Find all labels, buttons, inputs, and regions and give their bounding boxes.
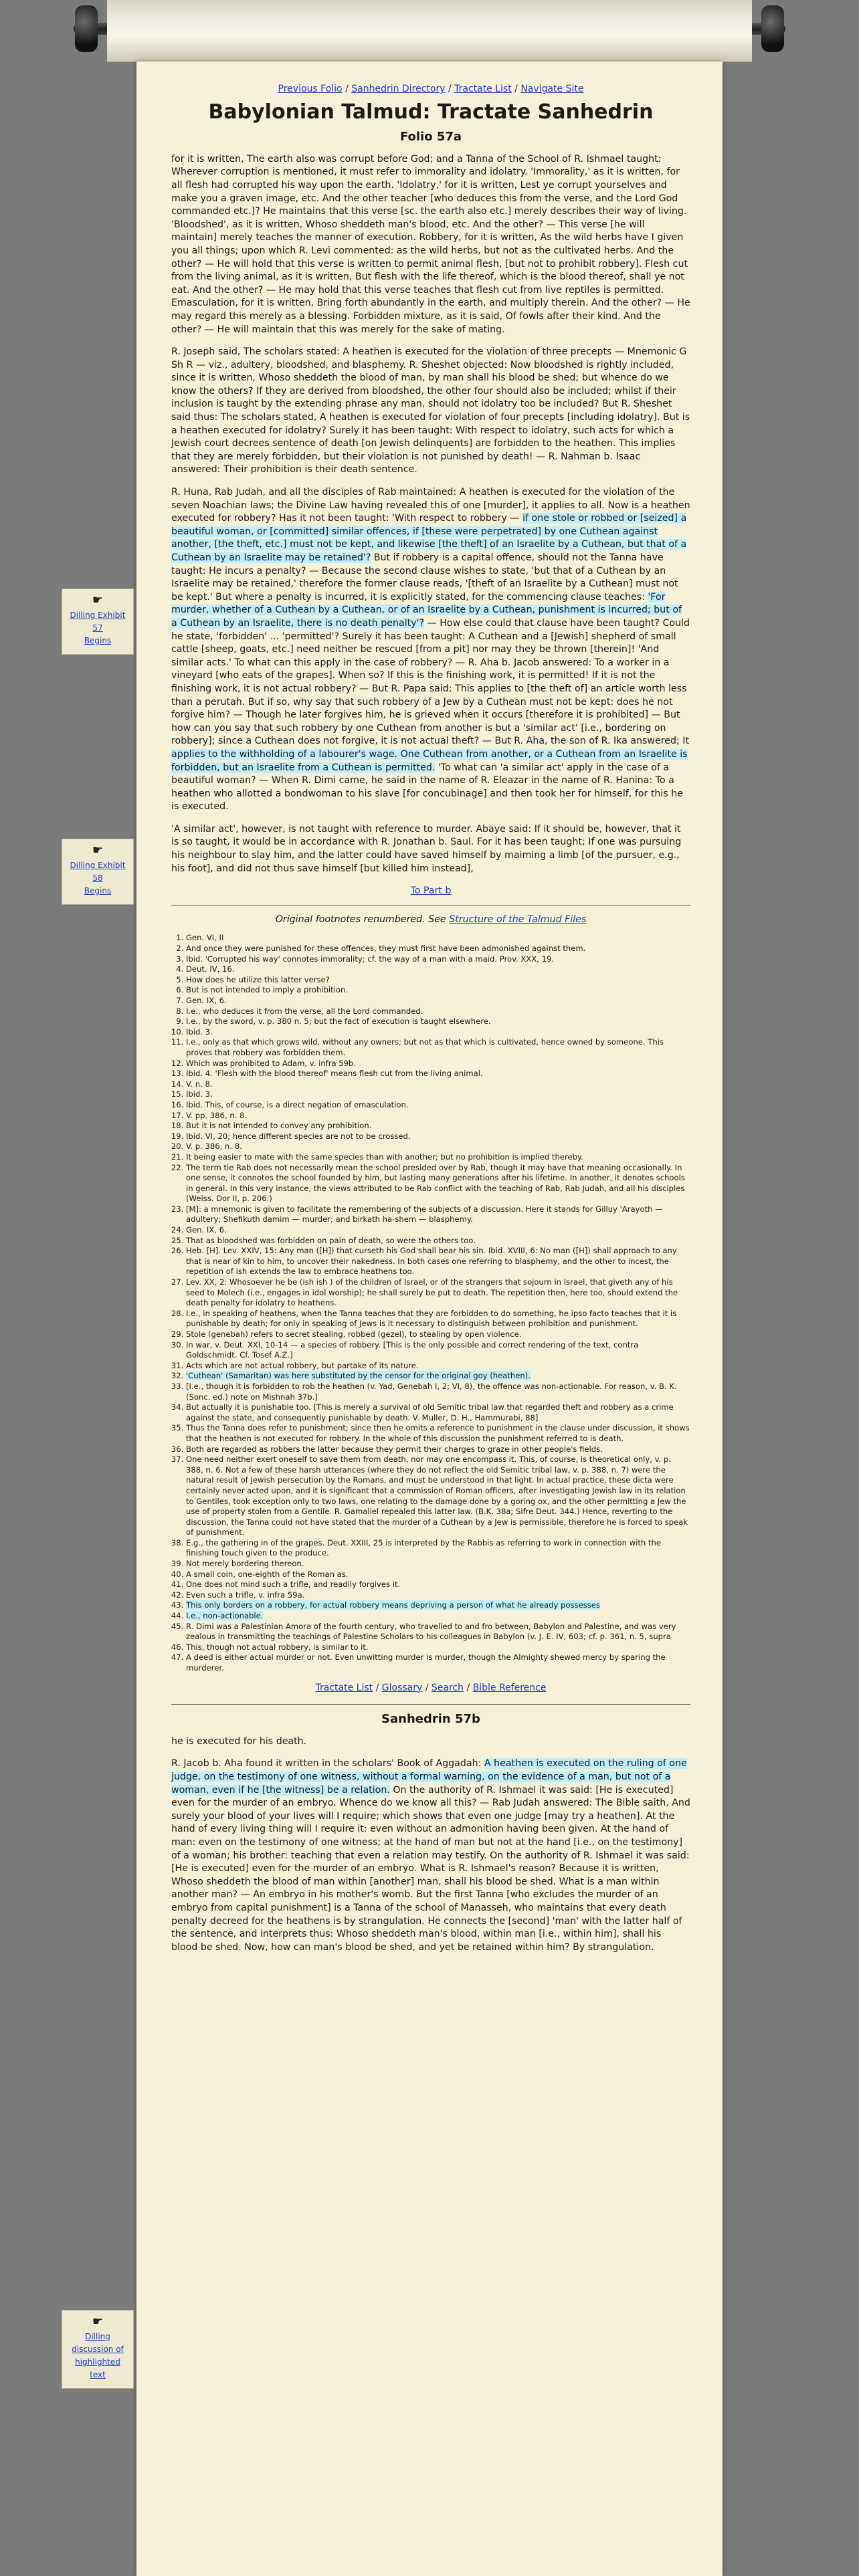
- main-content: [171, 79, 690, 1963]
- scroll-top-banner: [107, 0, 752, 62]
- footnote-item: 23. [M]: a mnemonic is given to facilitate the remembering of the subjects of a discussion. Here it stands for Gilluy 'Arayoth — adultery; Shefikuth damim — murder; and birkath ha-shem — blasphemy.: [186, 1204, 690, 1225]
- footnote-item: 37. One need neither exert oneself to save them from death, nor may one encompass it. This, of course, is theoretical only, v. p. 388, n. 6. Not a few of these harsh utterances (where they do not reflect the old Semitic tribal law, v. p. 388, n. 7) were the natural result of Jewish persecution by the Romans, and must be understood in that light. In actual practice, these dicta were certainly never acted upon, and it is significant that a commission of Roman officers, after investigating Jewish law in its relation to Gentiles, took exception only to two laws, one relating to the damage done by a goring ox, and the other permitting a Jew the use of property stolen from a Gentile. R. Gamaliel repealed this latter law. (B.K. 38a; Sifre Deut. 344.) Hence, reverting to the discussion, the Tanna could not have stated that the murder of a Cuthean by a Jew is permissible, therefore he is forced to speak of punishment.: [186, 1455, 690, 1538]
- footnote-item: 18. But it is not intended to convey any prohibition.: [186, 1121, 690, 1132]
- footnote-item: 27. Lev. XX, 2: Whosoever he be (ish ish ) of the children of Israel, or of the strangers that sojourn in Israel, that giveth any of his seed to Molech (i.e., engages in idol worship); he shall surely be put to death. The repetition then, here too, should extend the death penalty for idolatry to heathens.: [186, 1277, 690, 1309]
- tractate-list-link[interactable]: Tractate List: [315, 1682, 373, 1693]
- footnote-item: 12. Which was prohibited to Adam, v. infra 59b.: [186, 1059, 690, 1069]
- footnote-item: 24. Gen. IX, 6.: [186, 1225, 690, 1236]
- tractate-list-link[interactable]: Tractate List: [454, 84, 512, 94]
- footnote-item: 20. V. p. 386, n. 8.: [186, 1142, 690, 1152]
- footnote-item: 46. This, though not actual robbery, is similar to it.: [186, 1642, 690, 1653]
- footnote-item: 47. A deed is either actual murder or not. Even unwitting murder is murder, though the Almighty shewed mercy by sparing the murderer.: [186, 1652, 690, 1673]
- bible-reference-link[interactable]: Bible Reference: [472, 1682, 547, 1693]
- highlighted-text: applies to the withholding of a labourer's wage. One Cuthean from another, or a Cuthean from an Israelite is forbidden, but an Israelite from a Cuthean is permitted.: [171, 748, 688, 773]
- footnote-item: 25. That as bloodshed was forbidden on pain of death, so were the others too.: [186, 1236, 690, 1247]
- structure-link[interactable]: Structure of the Talmud Files: [449, 914, 587, 925]
- footnote-item: 2. And once they were punished for these offences, they must first have been admonished against them.: [186, 944, 690, 954]
- footnote-item: 4. Deut. IV, 16.: [186, 964, 690, 975]
- footnote-item: 14. V. n. 8.: [186, 1079, 690, 1090]
- text-paragraph: for it is written, The earth also was corrupt before God; and a Tanna of the School of R. Ishmael taught: Wherever corruption is mentioned, it must refer to immorality and idolatry. 'Immorality,' as it is written, for all flesh had corrupted his way upon the earth. 'Idolatry,' for it is written, Lest ye corrupt yourselves and make you a graven image, etc. And the other teacher [who deduces this from the verse, and the Lord God commanded etc.]? He maintains that this verse [sc. the earth also etc.] merely describes their way of living. 'Bloodshed', as it is written, Whoso sheddeth man's blood, etc. And the other? — This verse [he will maintain] merely teaches the manner of execution. Robbery, for it is written, As the wild herbs have I given you all things; upon which R. Levi commented: as the wild herbs, but not as the cultivated herbs. And the other? — He will hold that this verse is written to permit animal flesh, [but not to prohibit robbery]. Flesh cut from the living animal, as it is written, But flesh with the life thereof, which is the blood thereof, shall ye not eat. And the other? — He may hold that this verse teaches that flesh cut from live reptiles is permitted. Emasculation, for it is written, Bring forth abundantly in the earth, and multiply therein. And the other? — He may regard this merely as a blessing. Forbidden mixture, as it is said, Of fowls after their kind. And the other? — He will maintain that this was merely for the sake of mating.: [171, 153, 690, 335]
- footnotes-list: [171, 933, 690, 1673]
- to-part-b-link[interactable]: To Part b: [410, 885, 452, 897]
- side-tab-line[interactable]: text: [90, 2370, 106, 2379]
- scroll-knob-right: [761, 5, 784, 52]
- navigate-site-link[interactable]: Navigate Site: [520, 84, 584, 94]
- side-tab-line[interactable]: Dilling Exhibit: [70, 861, 126, 870]
- footnote-item: 42. Even such a trifle, v. infra 59a.: [186, 1590, 690, 1601]
- footnote-item: 7. Gen. IX, 6.: [186, 996, 690, 1006]
- glossary-link[interactable]: Glossary: [381, 1682, 423, 1693]
- footnote-item: 28. I.e., in speaking of heathens, when the Tanna teaches that they are forbidden to do something, he ipso facto teaches that it is punishable by death; for only in speaking of Jews is it necessary to distinguish between prohibition and punishment.: [186, 1309, 690, 1329]
- footnote-item: 13. Ibid. 4. 'Flesh with the blood thereof' means flesh cut from the living animal.: [186, 1069, 690, 1079]
- footnote-item: 10. Ibid. 3.: [186, 1027, 690, 1038]
- text-paragraph: R. Jacob b. Aha found it written in the scholars' Book of Aggadah: A heathen is executed on the ruling of one judge, on the testimony of one witness, without a formal warning, on the evidence of a man, but not of a woman, even if he [the witness] be a relation. On the authority of R. Ishmael it was said: [He is executed] even for the murder of an embryo. Whence do we know all this? — Rab Judah answered: The Bible saith, And surely your blood of your lives will I require; which shows that even one judge [may try a heathen]. At the hand of every living thing will I require it: even without an admonition having been given. At the hand of man: even on the testimony of one witness; at the hand of man but not at the hand [i.e., on the testimony] of a woman; his brother: teaching that even a relation may testify. On the authority of R. Ishmael it was said: [He is executed] even for the murder of an embryo. What is R. Ishmael's reason? Because it is written, Whoso sheddeth the blood of man within [another] man, shall his blood be shed. What is a man within another man? — An embryo in his mother's womb. But the first Tanna [who excludes the murder of an embryo from capital punishment] is a Tanna of the school of Manasseh, who maintains that every death penalty decreed for the heathens is by strangulation. He connects the [second] 'man' with the latter half of the sentence, and interprets thus: Whoso sheddeth man's blood, within man [i.e., within him], shall his blood be shed. Now, how can man's blood be shed, and yet be retained within him? By strangulation.: [171, 1758, 690, 1953]
- highlighted-text: if one stole or robbed or [seized] a beautiful woman, or [committed] similar offences, if [these were perpetrated] by one Cuthean against another, [the theft, etc.] must not be kept, and likewise [the theft] of an Israelite by a Cuthean, but that of a Cuthean by an Israelite may be retained'?: [171, 513, 687, 563]
- footnote-item: 31. Acts which are not actual robbery, but partake of its nature.: [186, 1361, 690, 1372]
- text-paragraph: 'A similar act', however, is not taught with reference to murder. Abaye said: If it should be, however, that it is so taught, it would be in accordance with R. Jonathan b. Saul. For it has been taught; If one was pursuing his neighbour to slay him, and the latter could have saved himself by maiming a limb [of the pursuer, e.g., his foot], and did not thus save himself [but killed him instead],: [171, 823, 682, 874]
- hand-pointer-icon: ☛: [92, 843, 104, 857]
- footnotes-intro: Original footnotes renumbered. See Structure of the Talmud Files: [275, 914, 587, 925]
- folio-heading: Sanhedrin 57b: [381, 1712, 480, 1727]
- footnote-item: 1. Gen. VI, II: [186, 933, 690, 944]
- side-tab-line[interactable]: Dilling: [85, 2332, 110, 2341]
- text-paragraph: R. Huna, Rab Judah, and all the disciples of Rab maintained: A heathen is executed for the violation of the seven Noachian laws; the Divine Law having revealed this of one [murder], it applies to all. Now is a heathen executed for robbery? Has it not been taught: 'With respect to robbery — if one stole or robbed or [seized] a beautiful woman, or [committed] similar offences, if [these were perpetrated] by one Cuthean against another, [the theft, etc.] must not be kept, and likewise [the theft] of an Israelite by a Cuthean, but that of a Cuthean by an Israelite may be retained'? But if robbery is a capital offence, should not the Tanna have taught: He incurs a penalty? — Because the second clause wishes to state, 'but that of a Cuthean by an Israelite may be retained,' therefore the former clause reads, '[theft of an Israelite by a Cuthean] must not be kept.' But where a penalty is incurred, it is explicitly stated, for the commencing clause teaches: 'For murder, whether of a Cuthean by a Cuthean, or of an Israelite by a Cuthean, punishment is incurred; but of a Cuthean by an Israelite, there is no death penalty'? — How else could that clause have been taught? Could he state, 'forbidden' ... 'permitted'? Surely it has been taught: A Cuthean and a [Jewish] shepherd of small cattle [sheep, goats, etc.] need neither be rescued [from a pit] nor may they be thrown [therein]! 'And similar acts.' To what can this apply in the case of robbery? — R. Aha b. Jacob answered: To a worker in a vineyard [who eats of the grapes]. When so? If this is the finishing work, it is permitted! If it is not the finishing work, it is not actual robbery? — But R. Papa said: This applies to [the theft of] an article worth less than a perutah. But if so, why say that such robbery of a Jew by a Cuthean must not be kept: does he not forgive him? — Though he later forgives him, he is grieved when it occurs [therefore it is prohibited] — But how can you say that such robbery by one Cuthean from another is but a 'similar act' [i.e., bordering on robbery]; since a Cuthean does not forgive, it is not actual theft? — But R. Aha, the son of R. Ika answered; It applies to the withholding of a labourer's wage. One Cuthean from another, or a Cuthean from an Israelite is forbidden, but an Israelite from a Cuthean is permitted. 'To what can 'a similar act' apply in the case of a beautiful woman? — When R. Dimi came, he said in the name of R. Eleazar in the name of R. Hanina: To a heathen who allotted a bondwoman to his slave [for concubinage] and then took her for himself, for this he is executed.: [171, 487, 690, 813]
- side-tab-line[interactable]: highlighted: [75, 2357, 120, 2367]
- side-tab-line[interactable]: 57: [92, 623, 103, 633]
- footnote-item: 43. This only borders on a robbery, for actual robbery means depriving a person of what he already possesses: [186, 1600, 690, 1611]
- side-tab-line[interactable]: discussion of: [72, 2345, 124, 2354]
- text-paragraph: he is executed for his death.: [171, 1735, 307, 1747]
- divider: [171, 1704, 690, 1705]
- footnote-item: 22. The term tie Rab does not necessarily mean the school presided over by Rab, though it may have that meaning occasionally. In one sense, it connotes the school founded by him, but lasting many generations after his lifetime. In another, it denotes schools in general. In this very instance, the views attributed to be Rab conflict with the teaching of Rab, Rab Judah, and all his disciples (Weiss. Dor II, p. 206.): [186, 1163, 690, 1204]
- side-tab-line[interactable]: Begins: [84, 886, 112, 895]
- footnote-item: 36. Both are regarded as robbers the latter because they permit their charges to graze in other people's fields.: [186, 1444, 690, 1455]
- footnote-item: 30. In war, v. Deut. XXI, 10-14 — a species of robbery. [This is the only possible and correct rendering of the text, contra Goldschmidt. Cf. Tosef A.Z.]: [186, 1340, 690, 1361]
- footnote-item: 17. V. pp. 386, n. 8.: [186, 1111, 690, 1121]
- side-tab-exhibit-57[interactable]: [62, 588, 134, 655]
- search-link[interactable]: Search: [431, 1682, 464, 1693]
- footnote-item: 19. Ibid. VI, 20; hence different species are not to be crossed.: [186, 1132, 690, 1142]
- side-tab-exhibit-58[interactable]: [62, 839, 134, 905]
- footnote-item: 9. I.e., by the sword, v. p. 380 n. 5; but the fact of execution is taught elsewhere.: [186, 1016, 690, 1027]
- footnote-item: 6. But is not intended to imply a prohibition.: [186, 985, 690, 996]
- footnote-item: 38. E.g., the gathering in of the grapes. Deut. XXIII, 25 is interpreted by the Rabbis as referring to work in connection with the finishing touch given to the produce.: [186, 1538, 690, 1559]
- footnote-item: 34. But actually it is punishable too. [This is merely a survival of old Semitic tribal law that regarded theft and robbery as a crime against the state, and consequently punishable by death. V. Muller, D. H., Hammurabi, 88]: [186, 1402, 690, 1423]
- footnote-item: 5. How does he utilize this latter verse?: [186, 975, 690, 986]
- footer-nav: Tractate List / Glossary / Search / Bible Reference: [315, 1682, 547, 1693]
- scroll-knob-left: [75, 5, 98, 52]
- side-tab-line[interactable]: 58: [92, 873, 103, 883]
- footnote-item: 41. One does not mind such a trifle, and readily forgives it.: [186, 1580, 690, 1590]
- side-tab-line[interactable]: Dilling Exhibit: [70, 611, 126, 620]
- footnote-item: 29. Stole (genebah) refers to secret stealing, robbed (gezel), to stealing by open violence.: [186, 1329, 690, 1340]
- footnote-item: 11. I.e., only as that which grows wild, without any owners; but not as that which is cultivated, hence owned by someone. This proves that robbery was forbidden them.: [186, 1037, 690, 1058]
- hand-pointer-icon: ☛: [92, 593, 104, 607]
- highlighted-text: 'For murder, whether of a Cuthean by a Cuthean, or of an Israelite by a Cuthean, punishment is incurred; but of a Cuthean by an Israelite, there is no death penalty'?: [171, 591, 682, 629]
- footnote-item: 26. Heb. [H]. Lev. XXIV, 15: Any man ([H]) that curseth his God shall bear his sin. Ibid. XVIII, 6: No man ([H]) shall approach to any that is near of kin to him, to uncover their nakedness. In both cases one referring to blasphemy, and the other to incest, the repetition of ish extends the law to embrace heathens too.: [186, 1246, 690, 1277]
- folio-heading: Folio 57a: [399, 130, 462, 144]
- side-tab-line[interactable]: Begins: [84, 636, 112, 645]
- hand-pointer-icon: ☛: [92, 2315, 104, 2329]
- sanhedrin-directory-link[interactable]: Sanhedrin Directory: [351, 84, 446, 94]
- highlighted-text: A heathen is executed on the ruling of one judge, on the testimony of one witness, without a formal warning, on the evidence of a man, but not of a woman, even if he [the witness] be a relation.: [171, 1758, 687, 1796]
- footnote-item: 3. Ibid. 'Corrupted his way' connotes immorality; cf. the way of a man with a maid. Prov. XXX, 19.: [186, 954, 690, 965]
- footnote-item: 40. A small coin, one-eighth of the Roman as.: [186, 1570, 690, 1580]
- footnote-item: 32. 'Cuthean' (Samaritan) was here substituted by the censor for the original goy (heathen).: [186, 1371, 690, 1382]
- text-paragraph: R. Joseph said, The scholars stated: A heathen is executed for the violation of three precepts — Mnemonic G Sh R — viz., adultery, bloodshed, and blasphemy. R. Sheshet objected: Now bloodshed is rightly included, since it is written, Whoso sheddeth the blood of man, by man shall his blood be shed; but whence do we know the others? If they are derived from bloodshed, the other four should also be included; whilst if their inclusion is taught by the extending phrase any man, should not idolatry too be included? But R. Sheshet said thus: The scholars stated, A heathen is executed for violation of four precepts [including idolatry]. But is a heathen executed for idolatry? Surely it has been taught: With respect to idolatry, such acts for which a Jewish court decrees sentence of death [on Jewish delinquents] are forbidden to the heathen. This implies that they are merely forbidden, but their violation is not punished by death! — R. Nahman b. Isaac answered: Their prohibition is their death sentence.: [171, 346, 690, 475]
- footnote-item: 35. Thus the Tanna does refer to punishment; since then he omits a reference to punishment in the clause under discussion, it shows that the heathen is not executed for robbery. In the whole of this discussion the punishment referred to is death.: [186, 1423, 690, 1444]
- footnote-item: 16. Ibid. This, of course, is a direct negation of emasculation.: [186, 1100, 690, 1111]
- footnote-item: 8. I.e., who deduces it from the verse, all the Lord commanded.: [186, 1006, 690, 1017]
- footnote-item: 45. R. Dimi was a Palestinian Amora of the fourth century, who travelled to and fro between, Babylon and Palestine, and was very zealous in transmitting the teachings of Palestine Scholars to his colleagues in Babylon (v. J. E. IV, 603; cf. p. 361, n. 5, supra: [186, 1622, 690, 1642]
- footnote-item: 15. Ibid. 3.: [186, 1089, 690, 1100]
- footnote-item: 44. I.e., non-actionable.: [186, 1611, 690, 1622]
- top-nav: Previous Folio / Sanhedrin Directory / Tractate List / Navigate Site: [278, 84, 584, 94]
- page-title: Babylonian Talmud: Tractate Sanhedrin: [208, 100, 654, 124]
- side-tab-dilling-discussion[interactable]: [62, 2310, 134, 2389]
- previous-folio-link[interactable]: Previous Folio: [278, 84, 343, 94]
- footnote-item: 39. Not merely bordering thereon.: [186, 1559, 690, 1570]
- footnote-item: 33. [I.e., though it is forbidden to rob the heathen (v. Yad, Genebah I, 2; VI, 8), the offence was non-actionable. For reason, v. B. K. (Sonc. ed.) note on Mishnah 37b.]: [186, 1382, 690, 1402]
- footnote-item: 21. It being easier to mate with the same species than with another; but no prohibition is implied thereby.: [186, 1152, 690, 1163]
